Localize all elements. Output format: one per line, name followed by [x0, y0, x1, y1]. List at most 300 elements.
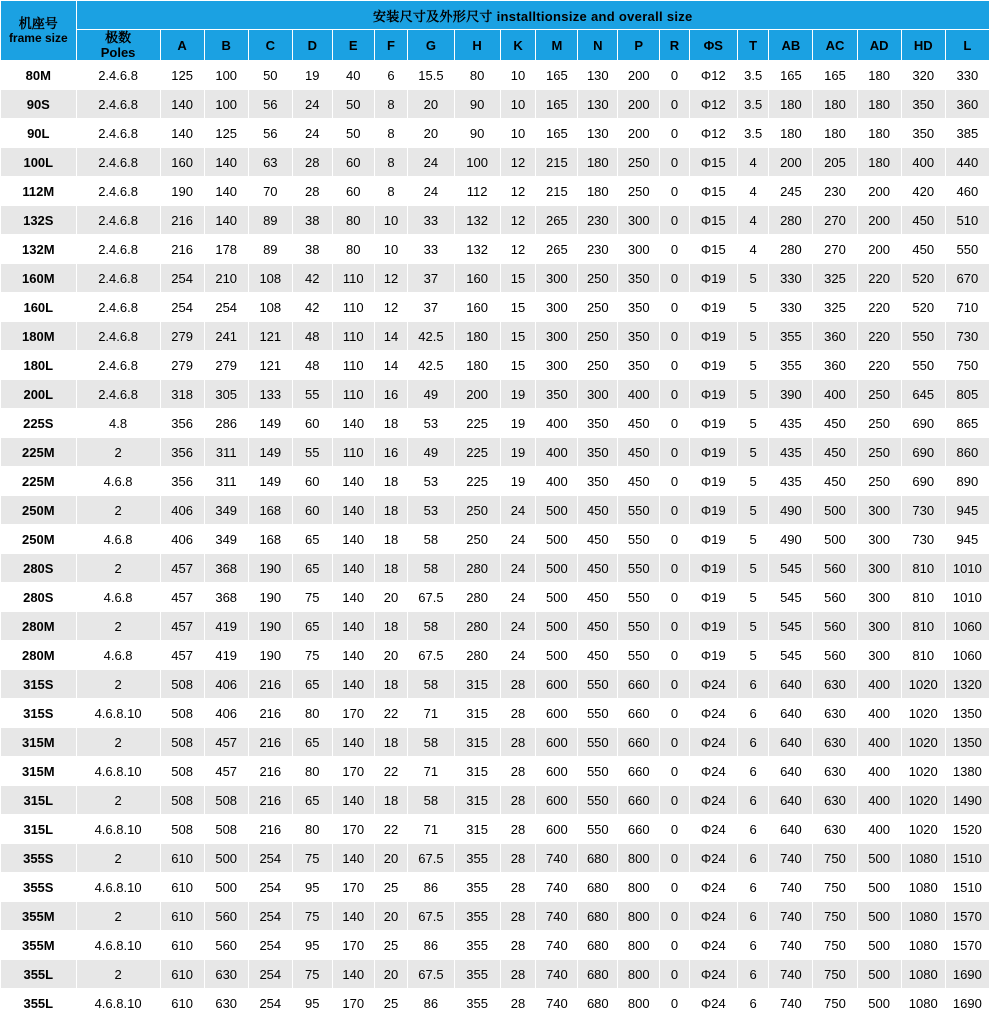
cell-A: 279 — [160, 351, 204, 380]
cell-K: 15 — [500, 264, 536, 293]
cell-AB: 165 — [769, 61, 813, 90]
cell-F: 18 — [374, 467, 408, 496]
cell-ΦS: Φ24 — [689, 902, 737, 931]
cell-AD: 250 — [857, 467, 901, 496]
cell-frame-size: 315L — [1, 815, 77, 844]
cell-P: 660 — [618, 728, 660, 757]
cell-N: 350 — [578, 438, 618, 467]
cell-R: 0 — [660, 844, 689, 873]
cell-M: 215 — [536, 177, 578, 206]
cell-L: 440 — [945, 148, 989, 177]
cell-AB: 740 — [769, 873, 813, 902]
cell-A: 356 — [160, 467, 204, 496]
cell-R: 0 — [660, 757, 689, 786]
cell-frame-size: 315S — [1, 699, 77, 728]
table-row — [1, 293, 990, 322]
table-row — [1, 264, 990, 293]
cell-F: 18 — [374, 612, 408, 641]
cell-H: 315 — [454, 815, 500, 844]
cell-ΦS: Φ12 — [689, 119, 737, 148]
cell-T: 5 — [737, 583, 768, 612]
cell-L: 1380 — [945, 757, 989, 786]
cell-AC: 630 — [813, 757, 857, 786]
cell-K: 15 — [500, 351, 536, 380]
cell-D: 38 — [292, 235, 332, 264]
cell-HD: 810 — [901, 583, 945, 612]
cell-K: 15 — [500, 322, 536, 351]
table-body — [1, 61, 990, 1018]
cell-frame-size: 160L — [1, 293, 77, 322]
cell-H: 90 — [454, 90, 500, 119]
cell-AD: 200 — [857, 235, 901, 264]
header-frame-size — [1, 1, 77, 61]
cell-N: 130 — [578, 90, 618, 119]
cell-D: 75 — [292, 902, 332, 931]
cell-ΦS: Φ15 — [689, 235, 737, 264]
header-frame-size-cn: 机座号 — [18, 15, 58, 31]
cell-D: 95 — [292, 873, 332, 902]
cell-B: 457 — [204, 757, 248, 786]
cell-poles: 4.6.8 — [76, 583, 160, 612]
cell-E: 170 — [332, 757, 374, 786]
cell-HD: 450 — [901, 235, 945, 264]
cell-P: 800 — [618, 989, 660, 1018]
cell-C: 216 — [248, 728, 292, 757]
cell-R: 0 — [660, 438, 689, 467]
cell-C: 216 — [248, 699, 292, 728]
cell-AD: 500 — [857, 931, 901, 960]
cell-B: 125 — [204, 119, 248, 148]
cell-poles: 4.6.8 — [76, 525, 160, 554]
cell-AB: 355 — [769, 351, 813, 380]
table-row — [1, 728, 990, 757]
cell-G: 86 — [408, 873, 454, 902]
cell-T: 5 — [737, 496, 768, 525]
cell-poles: 4.6.8.10 — [76, 757, 160, 786]
cell-H: 250 — [454, 496, 500, 525]
cell-G: 20 — [408, 119, 454, 148]
cell-T: 4 — [737, 235, 768, 264]
cell-F: 22 — [374, 757, 408, 786]
cell-H: 355 — [454, 844, 500, 873]
cell-F: 12 — [374, 293, 408, 322]
cell-C: 149 — [248, 438, 292, 467]
cell-G: 67.5 — [408, 583, 454, 612]
cell-M: 740 — [536, 873, 578, 902]
cell-AC: 205 — [813, 148, 857, 177]
cell-T: 6 — [737, 873, 768, 902]
cell-P: 350 — [618, 264, 660, 293]
cell-C: 216 — [248, 757, 292, 786]
cell-AD: 300 — [857, 525, 901, 554]
cell-frame-size: 132M — [1, 235, 77, 264]
cell-N: 180 — [578, 177, 618, 206]
cell-P: 550 — [618, 641, 660, 670]
cell-E: 60 — [332, 177, 374, 206]
cell-A: 508 — [160, 786, 204, 815]
cell-M: 500 — [536, 583, 578, 612]
cell-E: 140 — [332, 641, 374, 670]
cell-poles: 4.8 — [76, 409, 160, 438]
cell-M: 165 — [536, 119, 578, 148]
cell-D: 55 — [292, 380, 332, 409]
cell-M: 400 — [536, 467, 578, 496]
cell-C: 50 — [248, 61, 292, 90]
cell-A: 254 — [160, 293, 204, 322]
cell-R: 0 — [660, 612, 689, 641]
cell-K: 28 — [500, 728, 536, 757]
cell-A: 140 — [160, 119, 204, 148]
cell-K: 24 — [500, 525, 536, 554]
cell-poles: 2.4.6.8 — [76, 148, 160, 177]
cell-H: 80 — [454, 61, 500, 90]
cell-AC: 450 — [813, 467, 857, 496]
cell-HD: 690 — [901, 438, 945, 467]
table-row — [1, 525, 990, 554]
cell-E: 170 — [332, 699, 374, 728]
cell-AC: 450 — [813, 409, 857, 438]
cell-T: 6 — [737, 989, 768, 1018]
cell-HD: 550 — [901, 322, 945, 351]
header-col-H: H — [454, 30, 500, 61]
cell-C: 121 — [248, 351, 292, 380]
table-row — [1, 148, 990, 177]
cell-E: 110 — [332, 322, 374, 351]
cell-C: 56 — [248, 119, 292, 148]
cell-N: 250 — [578, 264, 618, 293]
header-col-D: D — [292, 30, 332, 61]
cell-M: 740 — [536, 931, 578, 960]
cell-T: 5 — [737, 322, 768, 351]
cell-E: 140 — [332, 902, 374, 931]
cell-C: 168 — [248, 496, 292, 525]
cell-poles: 2.4.6.8 — [76, 293, 160, 322]
cell-P: 350 — [618, 322, 660, 351]
cell-M: 400 — [536, 438, 578, 467]
cell-AD: 500 — [857, 873, 901, 902]
cell-HD: 1080 — [901, 844, 945, 873]
cell-AC: 560 — [813, 583, 857, 612]
cell-G: 58 — [408, 786, 454, 815]
cell-L: 1350 — [945, 728, 989, 757]
cell-M: 600 — [536, 670, 578, 699]
cell-ΦS: Φ24 — [689, 670, 737, 699]
cell-E: 140 — [332, 496, 374, 525]
cell-AC: 750 — [813, 902, 857, 931]
cell-A: 508 — [160, 699, 204, 728]
cell-F: 20 — [374, 641, 408, 670]
cell-G: 58 — [408, 728, 454, 757]
cell-AB: 435 — [769, 438, 813, 467]
table-row — [1, 786, 990, 815]
cell-L: 550 — [945, 235, 989, 264]
cell-R: 0 — [660, 496, 689, 525]
cell-AD: 400 — [857, 757, 901, 786]
cell-HD: 645 — [901, 380, 945, 409]
cell-R: 0 — [660, 873, 689, 902]
cell-frame-size: 160M — [1, 264, 77, 293]
cell-K: 24 — [500, 554, 536, 583]
cell-H: 315 — [454, 757, 500, 786]
cell-T: 6 — [737, 815, 768, 844]
cell-G: 15.5 — [408, 61, 454, 90]
cell-H: 355 — [454, 902, 500, 931]
cell-B: 178 — [204, 235, 248, 264]
cell-AB: 390 — [769, 380, 813, 409]
cell-P: 550 — [618, 554, 660, 583]
cell-H: 355 — [454, 931, 500, 960]
cell-ΦS: Φ24 — [689, 960, 737, 989]
cell-ΦS: Φ19 — [689, 293, 737, 322]
cell-N: 550 — [578, 815, 618, 844]
cell-L: 730 — [945, 322, 989, 351]
cell-M: 600 — [536, 786, 578, 815]
cell-C: 190 — [248, 583, 292, 612]
cell-G: 71 — [408, 699, 454, 728]
cell-T: 6 — [737, 757, 768, 786]
cell-H: 112 — [454, 177, 500, 206]
cell-T: 5 — [737, 554, 768, 583]
cell-B: 140 — [204, 148, 248, 177]
cell-AD: 400 — [857, 786, 901, 815]
cell-B: 419 — [204, 641, 248, 670]
cell-K: 28 — [500, 815, 536, 844]
cell-AB: 330 — [769, 264, 813, 293]
cell-R: 0 — [660, 641, 689, 670]
header-col-B: B — [204, 30, 248, 61]
cell-F: 8 — [374, 119, 408, 148]
header-col-N: N — [578, 30, 618, 61]
cell-HD: 1020 — [901, 757, 945, 786]
table-row — [1, 380, 990, 409]
header-col-AB: AB — [769, 30, 813, 61]
cell-HD: 810 — [901, 554, 945, 583]
cell-F: 10 — [374, 206, 408, 235]
cell-poles: 2.4.6.8 — [76, 235, 160, 264]
cell-B: 349 — [204, 496, 248, 525]
cell-B: 140 — [204, 177, 248, 206]
cell-F: 14 — [374, 351, 408, 380]
cell-R: 0 — [660, 815, 689, 844]
cell-E: 110 — [332, 264, 374, 293]
cell-frame-size: 355S — [1, 844, 77, 873]
cell-T: 5 — [737, 641, 768, 670]
cell-frame-size: 315S — [1, 670, 77, 699]
cell-HD: 1080 — [901, 873, 945, 902]
cell-G: 67.5 — [408, 641, 454, 670]
cell-D: 60 — [292, 496, 332, 525]
cell-P: 660 — [618, 670, 660, 699]
cell-H: 315 — [454, 699, 500, 728]
cell-poles: 2.4.6.8 — [76, 380, 160, 409]
cell-T: 5 — [737, 409, 768, 438]
table-row — [1, 467, 990, 496]
cell-F: 10 — [374, 235, 408, 264]
cell-ΦS: Φ12 — [689, 61, 737, 90]
cell-ΦS: Φ24 — [689, 931, 737, 960]
cell-HD: 320 — [901, 61, 945, 90]
cell-T: 5 — [737, 438, 768, 467]
cell-poles: 4.6.8 — [76, 467, 160, 496]
cell-L: 805 — [945, 380, 989, 409]
cell-D: 80 — [292, 757, 332, 786]
cell-H: 355 — [454, 960, 500, 989]
cell-H: 200 — [454, 380, 500, 409]
cell-frame-size: 250M — [1, 525, 77, 554]
cell-G: 24 — [408, 177, 454, 206]
cell-K: 19 — [500, 467, 536, 496]
cell-C: 149 — [248, 409, 292, 438]
cell-A: 508 — [160, 757, 204, 786]
cell-L: 1570 — [945, 931, 989, 960]
cell-M: 500 — [536, 641, 578, 670]
cell-HD: 690 — [901, 467, 945, 496]
cell-frame-size: 355S — [1, 873, 77, 902]
cell-AD: 250 — [857, 380, 901, 409]
cell-C: 133 — [248, 380, 292, 409]
cell-ΦS: Φ19 — [689, 467, 737, 496]
cell-AB: 740 — [769, 989, 813, 1018]
cell-AC: 560 — [813, 554, 857, 583]
cell-ΦS: Φ19 — [689, 554, 737, 583]
cell-AD: 500 — [857, 902, 901, 931]
cell-A: 457 — [160, 612, 204, 641]
table-row — [1, 206, 990, 235]
cell-F: 18 — [374, 786, 408, 815]
cell-B: 349 — [204, 525, 248, 554]
cell-N: 130 — [578, 61, 618, 90]
cell-E: 140 — [332, 525, 374, 554]
cell-F: 18 — [374, 409, 408, 438]
cell-K: 12 — [500, 148, 536, 177]
cell-AC: 750 — [813, 931, 857, 960]
cell-ΦS: Φ15 — [689, 148, 737, 177]
cell-E: 140 — [332, 467, 374, 496]
cell-D: 19 — [292, 61, 332, 90]
cell-R: 0 — [660, 554, 689, 583]
cell-M: 215 — [536, 148, 578, 177]
cell-K: 24 — [500, 612, 536, 641]
cell-D: 65 — [292, 554, 332, 583]
cell-L: 1010 — [945, 554, 989, 583]
cell-poles: 2 — [76, 902, 160, 931]
cell-AB: 640 — [769, 699, 813, 728]
cell-C: 216 — [248, 786, 292, 815]
cell-AD: 180 — [857, 148, 901, 177]
cell-D: 75 — [292, 960, 332, 989]
cell-poles: 2 — [76, 438, 160, 467]
header-col-T: T — [737, 30, 768, 61]
cell-R: 0 — [660, 293, 689, 322]
table-row — [1, 496, 990, 525]
cell-R: 0 — [660, 409, 689, 438]
cell-F: 18 — [374, 670, 408, 699]
cell-M: 740 — [536, 902, 578, 931]
cell-AB: 280 — [769, 206, 813, 235]
cell-D: 65 — [292, 670, 332, 699]
cell-frame-size: 315M — [1, 757, 77, 786]
cell-A: 125 — [160, 61, 204, 90]
cell-N: 550 — [578, 786, 618, 815]
cell-H: 315 — [454, 786, 500, 815]
table-row — [1, 960, 990, 989]
cell-E: 40 — [332, 61, 374, 90]
cell-frame-size: 132S — [1, 206, 77, 235]
table-title: 安装尺寸及外形尺寸 installtionsize and overall size — [76, 1, 989, 30]
cell-F: 18 — [374, 496, 408, 525]
cell-HD: 1080 — [901, 931, 945, 960]
cell-T: 6 — [737, 699, 768, 728]
table-row — [1, 931, 990, 960]
cell-HD: 1020 — [901, 728, 945, 757]
cell-D: 55 — [292, 438, 332, 467]
cell-D: 42 — [292, 264, 332, 293]
cell-C: 168 — [248, 525, 292, 554]
cell-N: 450 — [578, 612, 618, 641]
cell-AD: 400 — [857, 815, 901, 844]
cell-N: 230 — [578, 206, 618, 235]
cell-poles: 2.4.6.8 — [76, 177, 160, 206]
cell-P: 250 — [618, 148, 660, 177]
cell-F: 20 — [374, 960, 408, 989]
cell-L: 670 — [945, 264, 989, 293]
cell-M: 600 — [536, 757, 578, 786]
cell-P: 800 — [618, 873, 660, 902]
cell-D: 65 — [292, 786, 332, 815]
cell-HD: 1080 — [901, 902, 945, 931]
cell-B: 254 — [204, 293, 248, 322]
cell-K: 28 — [500, 844, 536, 873]
cell-frame-size: 280M — [1, 612, 77, 641]
cell-D: 75 — [292, 641, 332, 670]
cell-N: 550 — [578, 670, 618, 699]
cell-A: 610 — [160, 902, 204, 931]
cell-P: 660 — [618, 786, 660, 815]
cell-R: 0 — [660, 351, 689, 380]
cell-P: 800 — [618, 931, 660, 960]
cell-D: 80 — [292, 699, 332, 728]
cell-ΦS: Φ24 — [689, 699, 737, 728]
header-col-PhiS: ΦS — [689, 30, 737, 61]
cell-AB: 545 — [769, 554, 813, 583]
cell-ΦS: Φ19 — [689, 496, 737, 525]
cell-AD: 300 — [857, 496, 901, 525]
cell-K: 28 — [500, 786, 536, 815]
cell-P: 200 — [618, 61, 660, 90]
cell-A: 508 — [160, 728, 204, 757]
cell-K: 24 — [500, 496, 536, 525]
cell-M: 300 — [536, 351, 578, 380]
header-poles — [76, 30, 160, 61]
cell-L: 1690 — [945, 989, 989, 1018]
cell-L: 1060 — [945, 612, 989, 641]
cell-K: 28 — [500, 873, 536, 902]
cell-P: 200 — [618, 119, 660, 148]
cell-frame-size: 225S — [1, 409, 77, 438]
table-row — [1, 699, 990, 728]
cell-M: 265 — [536, 206, 578, 235]
cell-AB: 640 — [769, 670, 813, 699]
cell-T: 6 — [737, 960, 768, 989]
cell-A: 406 — [160, 496, 204, 525]
cell-D: 75 — [292, 844, 332, 873]
cell-AD: 250 — [857, 409, 901, 438]
cell-P: 660 — [618, 757, 660, 786]
cell-AC: 180 — [813, 119, 857, 148]
cell-N: 680 — [578, 960, 618, 989]
cell-AB: 640 — [769, 757, 813, 786]
cell-L: 750 — [945, 351, 989, 380]
